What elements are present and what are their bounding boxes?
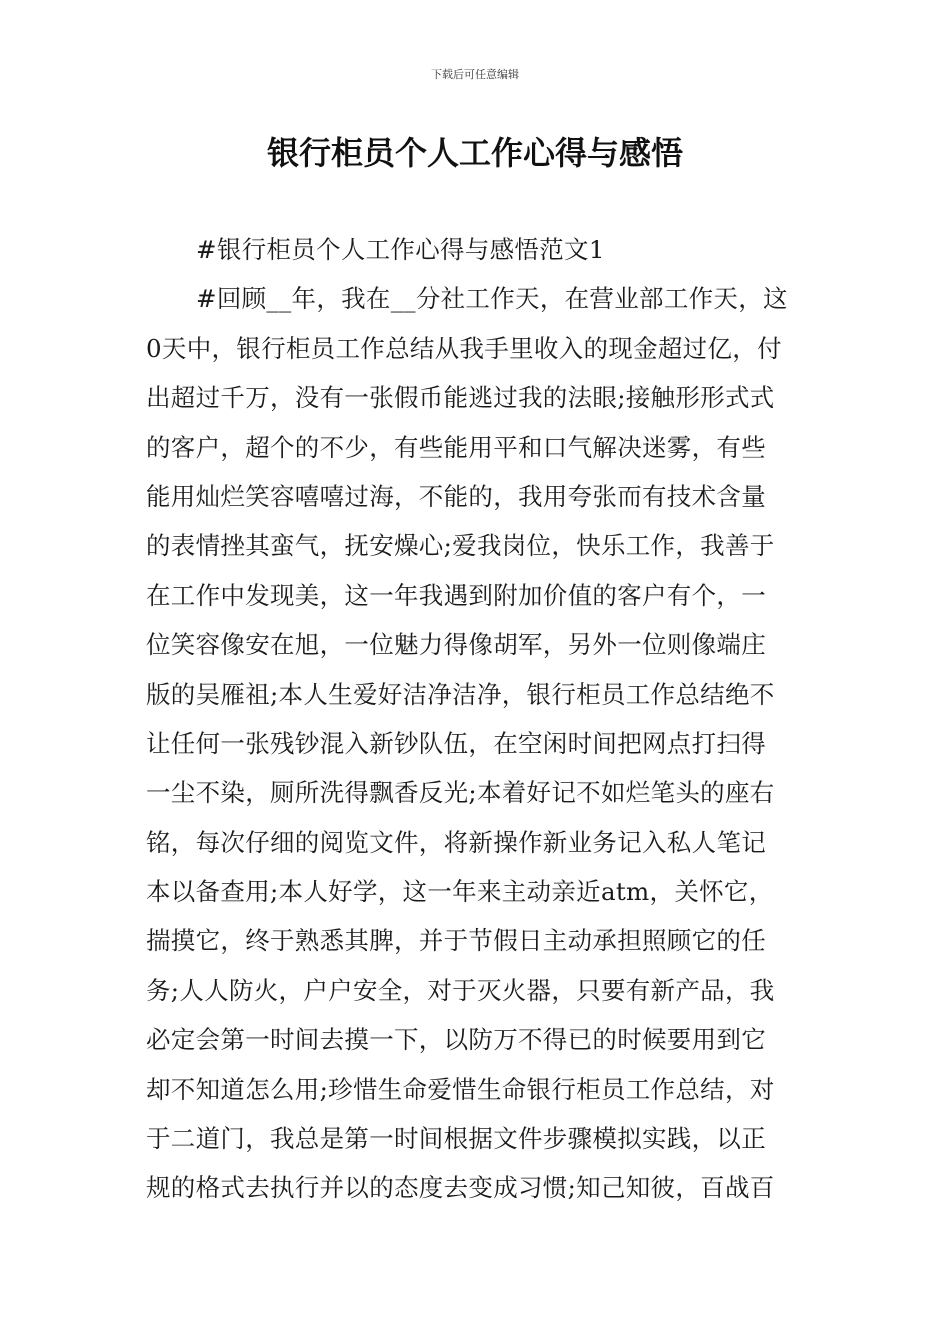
section-heading: #银行柜员个人工作心得与感悟范文1 <box>196 235 605 264</box>
paragraph-line: 能用灿烂笑容嘻嘻过海，不能的，我用夸张而有技术含量 <box>146 481 766 511</box>
paragraph-line: 一尘不染，厕所洗得飘香反光;本着好记不如烂笔头的座右 <box>146 778 775 808</box>
document-title: 银行柜员个人工作心得与感悟 <box>266 134 683 172</box>
paragraph-line: 版的吴雁祖;本人生爱好洁净洁净，银行柜员工作总结绝不 <box>146 679 775 709</box>
paragraph-line: 必定会第一时间去摸一下，以防万不得已的时候要用到它 <box>146 1025 766 1055</box>
paragraph-line: 铭，每次仔细的阅览文件，将新操作新业务记入私人笔记 <box>146 827 766 857</box>
paragraph-line: 的客户，超个的不少，有些能用平和口气解决迷雾，有些 <box>146 432 766 462</box>
paragraph-line: 在工作中发现美，这一年我遇到附加价值的客户有个，一 <box>146 580 766 610</box>
paragraph-line: 却不知道怎么用;珍惜生命爱惜生命银行柜员工作总结，对 <box>146 1074 775 1104</box>
paragraph-line: 于二道门，我总是第一时间根据文件步骤模拟实践，以正 <box>146 1124 766 1154</box>
paragraph-line: 位笑容像安在旭，一位魅力得像胡军，另外一位则像端庄 <box>146 630 766 660</box>
paragraph-line: 本以备查用;本人好学，这一年来主动亲近atm，关怀它， <box>146 877 774 907</box>
paragraph-line: 的表情挫其蛮气，抚安燥心;爱我岗位，快乐工作，我善于 <box>146 531 775 561</box>
paragraph-line: 务;人人防火，户户安全，对于灭火器，只要有新产品，我 <box>146 975 775 1005</box>
paragraph-line: 让任何一张残钞混入新钞队伍，在空闲时间把网点打扫得 <box>146 728 766 758</box>
paragraph-line: 0天中，银行柜员工作总结从我手里收入的现金超过亿，付 <box>146 333 782 363</box>
paragraph-line: 规的格式去执行并以的态度去变成习惯;知己知彼，百战百 <box>146 1173 775 1203</box>
paragraph-line: 揣摸它，终于熟悉其脾，并于节假日主动承担照顾它的任 <box>146 926 766 956</box>
paragraph-line: 出超过千万，没有一张假币能逃过我的法眼;接触形形式式 <box>146 383 775 413</box>
paragraph-line: #回顾__年，我在__分社工作天，在营业部工作天，这 <box>196 284 788 314</box>
document-body <box>146 225 806 1213</box>
header-note: 下载后可任意编辑 <box>431 68 519 81</box>
